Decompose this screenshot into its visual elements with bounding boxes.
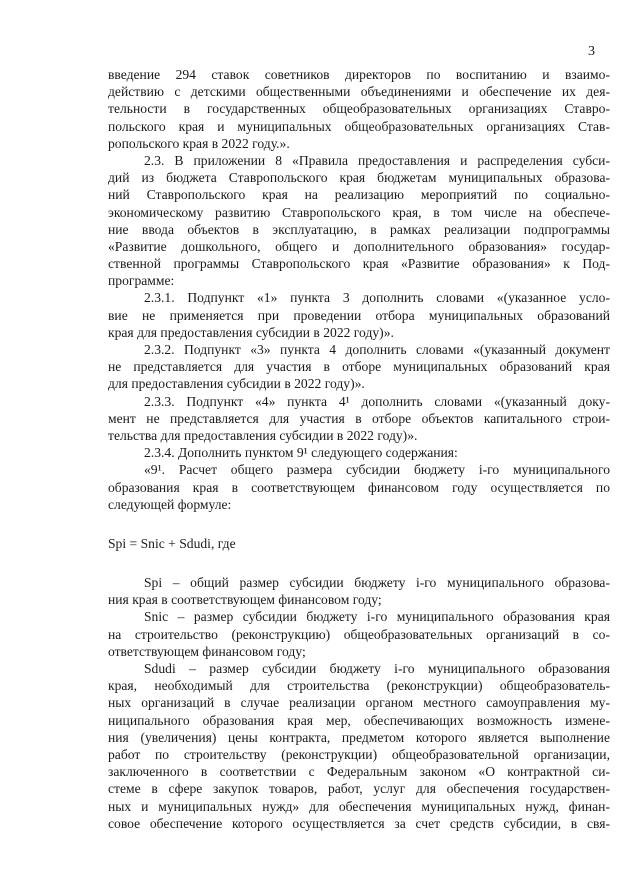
page-number: 3 [588,44,595,59]
text-line: 2.3.1. Подпункт «1» пункта 3 дополнить словами «(указанное усло- [144,290,610,306]
text-line: края для предоставления субсидии в 2022 году)». [108,324,394,340]
text-line: 2.3. В приложении 8 «Правила предоставления и распределения субси- [144,152,610,168]
text-line: ниципального образования края мер, обеспечивающих возможность измене- [108,712,610,728]
text-line: не представляется для участия в отборе муниципальных образований края [108,359,610,375]
text-line: работ по строительству (реконструкции) общеобразовательной организации, [108,746,610,762]
text-line: ние ввода объектов в эксплуатацию, в рамках реализации подпрограммы [108,221,610,237]
text-line: 2.3.3. Подпункт «4» пункта 4¹ дополнить словами «(указанный доку- [144,393,610,409]
text-line: Sрi – общий размер субсидии бюджету i-го муниципального образова- [144,575,610,591]
text-line: стеме в сфере закупок товаров, работ, услуг для обеспечения государствен- [108,781,610,797]
text-line: Snic – размер субсидии бюджету i-го муниципального образования края [144,609,610,625]
text-line: ния края в соответствующем финансовом году; [108,592,382,608]
text-line: ответствующем финансовом году; [108,643,306,659]
text-line: края, необходимый для строительства (реконструкции) общеобразователь- [108,678,610,694]
text-line: ний Ставропольского края на реализацию мероприятий по социально- [108,187,610,203]
text-line: действию с детскими общественными объединениями и обеспечение их дея- [108,84,610,100]
text-line: тельности в государственных общеобразовательных организациях Ставро- [108,101,610,117]
document-body [108,66,610,832]
text-line: совое обеспечение которого осуществляется за счет средств субсидии, в свя- [108,815,610,831]
text-line: тельства для предоставления субсидии в 2022 году)». [108,427,418,443]
text-line: ных и муниципальных нужд» для обеспечения муниципальных нужд, финан- [108,798,610,814]
text-line: 2.3.4. Дополнить пунктом 9¹ следующего содержания: [144,445,458,461]
text-line: для предоставления субсидии в 2022 году)». [108,376,365,392]
text-line: «Развитие дошкольного, общего и дополнительного образования» государ- [108,238,610,254]
text-line: вие не применяется при проведении отбора муниципальных образований [108,307,610,323]
text-line: следующей формуле: [108,496,232,512]
text-line: программе: [108,273,175,289]
text-line: ропольского края в 2022 году.». [108,135,290,151]
text-line: заключенного в соответствии с Федеральным законом «О контрактной си- [108,764,610,780]
text-line: 2.3.2. Подпункт «3» пункта 4 дополнить словами «(указанный документ [144,342,610,357]
text-line: ственной программы Ставропольского края «Развитие образования» к Под- [108,256,610,272]
text-line: экономическому развитию Ставропольского края, в том числе на обеспече- [108,204,610,220]
text-line: ния (увеличения) цены контракта, предметом которого является выполнение [108,729,610,745]
formula: Sрi = Snic + Sdudi, где [108,535,236,551]
text-line: ных организаций в случае реализации органом местного самоуправления му- [108,695,610,711]
text-line: на строительство (реконструкцию) общеобразовательных организаций в со- [108,626,610,642]
text-line: Sdudi – размер субсидии бюджету i-го муниципального образования [144,661,610,676]
text-line: мент не представляется для участия в отборе объектов капитального строи- [108,410,610,426]
text-line: образования края в соответствующем финансовом году осуществляется по [108,479,610,495]
text-line: польского края и муниципальных общеобразовательных организациях Став- [108,118,610,134]
text-line: введение 294 ставок советников директоров по воспитанию и взаимо- [108,67,610,82]
text-line: «9¹. Расчет общего размера субсидии бюджету i-го муниципального [144,462,610,478]
text-line: дий из бюджета Ставропольского края бюджетам муниципальных образова- [108,170,610,186]
